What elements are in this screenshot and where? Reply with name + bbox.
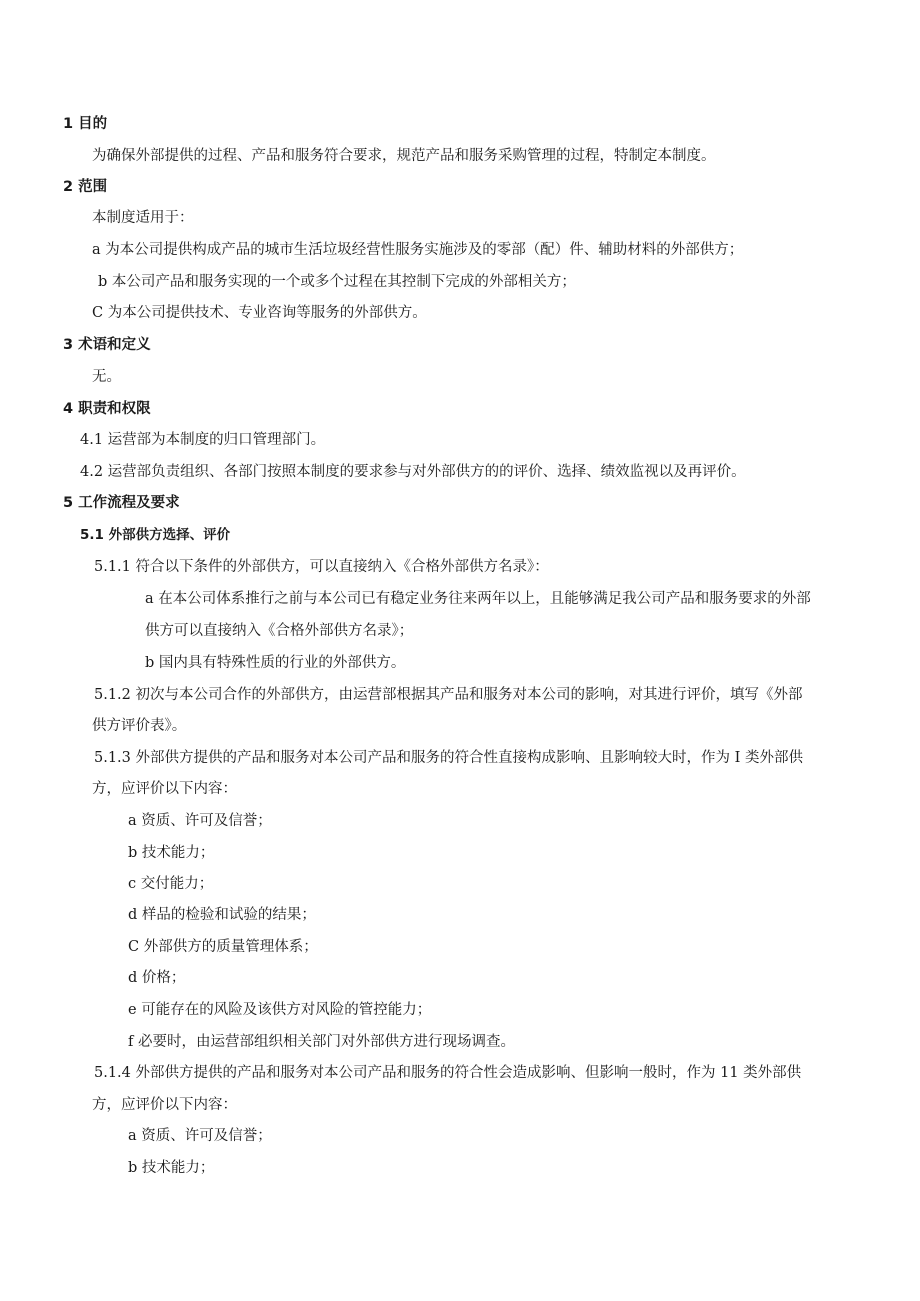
clause-5-1-3-item: f 必要时，由运营部组织相关部门对外部供方进行现场调查。 — [128, 1034, 515, 1050]
clause-5-1-3-item: a 资质、许可及信誉； — [128, 813, 272, 829]
section-2-intro: 本制度适用于： — [92, 210, 194, 226]
section-3-text: 无。 — [92, 369, 121, 385]
clause-5-1-3-item: c 交付能力； — [128, 876, 214, 892]
clause-5-1-3-item: d 样品的检验和试验的结果； — [128, 907, 316, 923]
clause-5-1-1-item-a-line2: 供方可以直接纳入《合格外部供方名录》； — [145, 623, 414, 639]
section-1-text: 为确保外部提供的过程、产品和服务符合要求，规范产品和服务采购管理的过程，特制定本制度。 — [92, 148, 716, 164]
clause-5-1-4-item: a 资质、许可及信誉； — [128, 1128, 272, 1144]
subsection-5-1-heading: 5.1 外部供方选择、评价 — [80, 527, 231, 543]
clause-5-1-3-line2: 方，应评价以下内容： — [92, 781, 237, 797]
clause-5-1-3-item: e 可能存在的风险及该供方对风险的管控能力； — [128, 1002, 432, 1018]
section-3-heading: 3 术语和定义 — [63, 337, 151, 353]
section-2-heading: 2 范围 — [63, 179, 108, 195]
section-1-heading: 1 目的 — [63, 116, 108, 132]
clause-5-1-1-item-b: b 国内具有特殊性质的行业的外部供方。 — [145, 655, 406, 671]
clause-5-1-4-line1: 5.1.4 外部供方提供的产品和服务对本公司产品和服务的符合性会造成影响、但影响一般时，作为 11 类外部供 — [94, 1065, 802, 1081]
clause-5-1-1: 5.1.1 符合以下条件的外部供方，可以直接纳入《合格外部供方名录》： — [94, 559, 549, 575]
clause-5-1-4-item: b 技术能力； — [128, 1160, 215, 1176]
section-2-item-b: b 本公司产品和服务实现的一个或多个过程在其控制下完成的外部相关方； — [98, 274, 576, 290]
section-4-heading: 4 职责和权限 — [63, 401, 151, 417]
clause-5-1-3-line1: 5.1.3 外部供方提供的产品和服务对本公司产品和服务的符合性直接构成影响、且影响较大时，作为 I 类外部供 — [94, 750, 803, 766]
clause-5-1-3-item: b 技术能力； — [128, 845, 215, 861]
clause-5-1-1-item-a-line1: a 在本公司体系推行之前与本公司已有稳定业务往来两年以上，且能够满足我公司产品和服务要求的外部 — [145, 591, 811, 607]
section-2-item-a: a 为本公司提供构成产品的城市生活垃圾经营性服务实施涉及的零部（配）件、辅助材料的外部供方； — [92, 242, 744, 258]
section-4-item-2: 4.2 运营部负责组织、各部门按照本制度的要求参与对外部供方的的评价、选择、绩效监视以及再评价。 — [80, 464, 746, 480]
clause-5-1-2-line1: 5.1.2 初次与本公司合作的外部供方，由运营部根据其产品和服务对本公司的影响，对其进行评价，填写《外部 — [94, 687, 803, 703]
clause-5-1-3-item: C 外部供方的质量管理体系； — [128, 939, 318, 955]
section-5-heading: 5 工作流程及要求 — [63, 495, 180, 511]
clause-5-1-3-item: d 价格； — [128, 970, 186, 986]
clause-5-1-2-line2: 供方评价表》。 — [92, 718, 187, 734]
section-2-item-c: C 为本公司提供技术、专业咨询等服务的外部供方。 — [92, 305, 427, 321]
clause-5-1-4-line2: 方，应评价以下内容： — [92, 1097, 237, 1113]
section-4-item-1: 4.1 运营部为本制度的归口管理部门。 — [80, 432, 326, 448]
